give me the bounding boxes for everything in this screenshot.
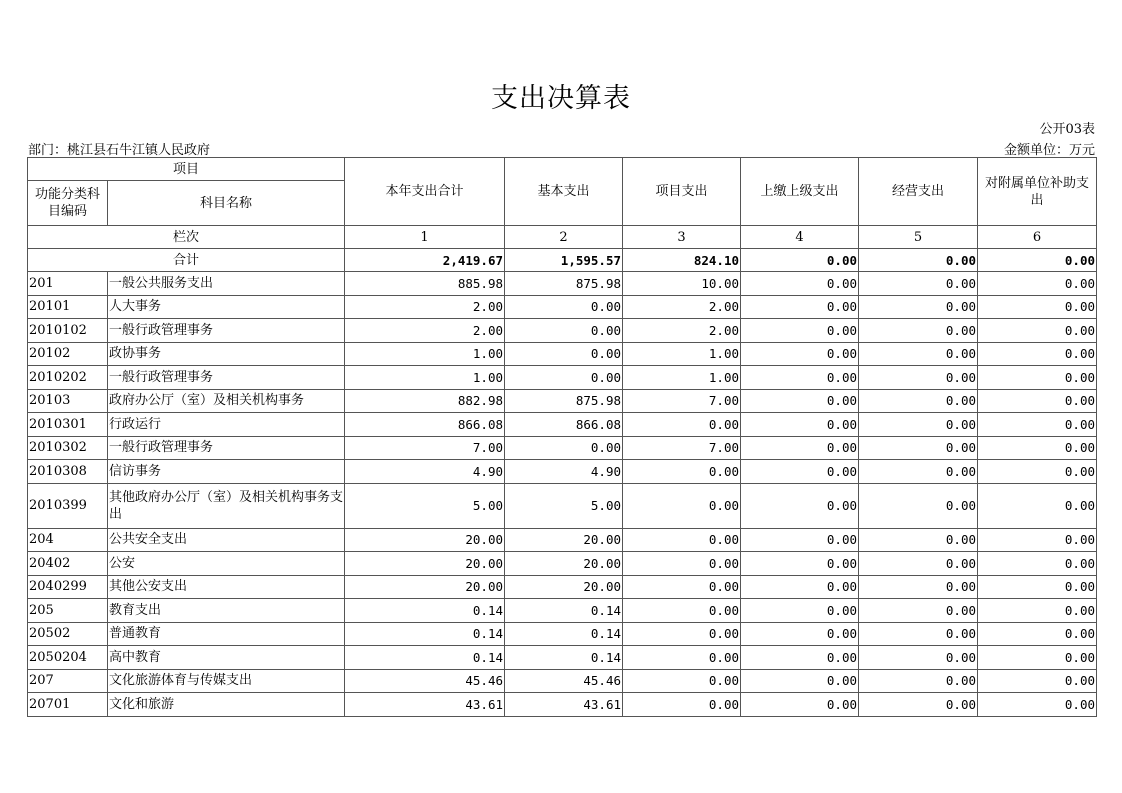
amount-cell: 20.00 (345, 575, 505, 599)
subject-code: 2010302 (28, 436, 108, 460)
amount-cell: 0.00 (978, 319, 1097, 343)
amount-cell: 0.00 (623, 483, 741, 528)
amount-cell: 5.00 (345, 483, 505, 528)
amount-cell: 0.00 (859, 413, 978, 437)
subject-code: 2010301 (28, 413, 108, 437)
subject-name: 其他政府办公厅（室）及相关机构事务支出 (108, 483, 345, 528)
amount-cell: 7.00 (623, 436, 741, 460)
subject-name: 信访事务 (108, 460, 345, 484)
department-label: 部门：桃江县石牛江镇人民政府 (28, 143, 211, 158)
amount-cell: 0.00 (741, 319, 859, 343)
amount-cell: 0.00 (741, 295, 859, 319)
amount-cell: 0.00 (978, 460, 1097, 484)
amount-cell: 0.00 (859, 483, 978, 528)
amount-cell: 0.00 (859, 669, 978, 693)
header-project: 项目 (28, 158, 345, 181)
amount-cell: 2.00 (623, 295, 741, 319)
column-index: 3 (623, 226, 741, 249)
table-row (28, 622, 1097, 646)
table-row (28, 366, 1097, 390)
amount-cell: 0.00 (859, 436, 978, 460)
total-row (28, 249, 1097, 272)
subject-name: 高中教育 (108, 646, 345, 670)
table-row (28, 528, 1097, 552)
amount-cell: 0.00 (978, 646, 1097, 670)
column-index: 6 (978, 226, 1097, 249)
subject-code: 204 (28, 528, 108, 552)
amount-cell: 866.08 (505, 413, 623, 437)
amount-cell: 0.00 (623, 693, 741, 717)
amount-cell: 0.00 (859, 319, 978, 343)
amount-cell: 0.00 (741, 413, 859, 437)
amount-cell: 0.00 (859, 460, 978, 484)
subject-code: 2010399 (28, 483, 108, 528)
subject-code: 207 (28, 669, 108, 693)
subject-name: 一般行政管理事务 (108, 366, 345, 390)
subject-code: 2050204 (28, 646, 108, 670)
amount-cell: 875.98 (505, 272, 623, 296)
table-row (28, 669, 1097, 693)
amount-cell: 0.00 (859, 693, 978, 717)
column-index-label: 栏次 (28, 226, 345, 249)
amount-cell: 0.00 (741, 460, 859, 484)
table-body (28, 272, 1097, 717)
column-index: 1 (345, 226, 505, 249)
column-index: 5 (859, 226, 978, 249)
subject-code: 20102 (28, 342, 108, 366)
subject-code: 205 (28, 599, 108, 623)
table-row (28, 483, 1097, 528)
amount-cell: 0.00 (859, 272, 978, 296)
table-row (28, 599, 1097, 623)
subject-name: 公共安全支出 (108, 528, 345, 552)
table-row (28, 460, 1097, 484)
amount-cell: 0.14 (345, 622, 505, 646)
subject-code: 2010102 (28, 319, 108, 343)
amount-cell: 0.00 (505, 366, 623, 390)
header-subsidy-affiliates: 对附属单位补助支出 (978, 158, 1097, 226)
amount-cell: 0.00 (623, 460, 741, 484)
amount-cell: 0.00 (505, 319, 623, 343)
subject-code: 2040299 (28, 575, 108, 599)
amount-cell: 0.14 (505, 599, 623, 623)
amount-cell: 0.00 (741, 646, 859, 670)
amount-cell: 0.00 (741, 342, 859, 366)
amount-cell: 0.00 (741, 669, 859, 693)
amount-cell: 0.00 (741, 272, 859, 296)
report-title: 支出决算表 (491, 83, 631, 114)
header-total-expenditure: 本年支出合计 (345, 158, 505, 226)
amount-cell: 1.00 (345, 342, 505, 366)
amount-unit-label: 金额单位：万元 (1003, 143, 1095, 158)
subject-name: 其他公安支出 (108, 575, 345, 599)
table-header (28, 158, 1097, 272)
subject-code: 201 (28, 272, 108, 296)
amount-cell: 7.00 (623, 389, 741, 413)
amount-cell: 885.98 (345, 272, 505, 296)
amount-cell: 7.00 (345, 436, 505, 460)
amount-cell: 0.00 (859, 295, 978, 319)
amount-cell: 20.00 (345, 528, 505, 552)
table-row (28, 342, 1097, 366)
amount-cell: 0.00 (978, 599, 1097, 623)
amount-cell: 0.00 (978, 272, 1097, 296)
header-project-expenditure: 项目支出 (623, 158, 741, 226)
total-value: 824.10 (623, 249, 741, 272)
amount-cell: 0.00 (741, 483, 859, 528)
subject-code: 2010202 (28, 366, 108, 390)
subject-name: 文化和旅游 (108, 693, 345, 717)
amount-cell: 0.00 (859, 528, 978, 552)
table-number: 公开03表 (1039, 122, 1095, 137)
amount-cell: 0.14 (505, 622, 623, 646)
subject-name: 教育支出 (108, 599, 345, 623)
amount-cell: 4.90 (505, 460, 623, 484)
amount-cell: 875.98 (505, 389, 623, 413)
amount-cell: 0.00 (859, 599, 978, 623)
amount-cell: 5.00 (505, 483, 623, 528)
subject-code: 2010308 (28, 460, 108, 484)
amount-cell: 0.14 (345, 599, 505, 623)
amount-cell: 0.00 (978, 622, 1097, 646)
table-row (28, 295, 1097, 319)
header-basic-expenditure: 基本支出 (505, 158, 623, 226)
total-value: 1,595.57 (505, 249, 623, 272)
amount-cell: 0.00 (505, 295, 623, 319)
amount-cell: 0.00 (978, 436, 1097, 460)
subject-name: 普通教育 (108, 622, 345, 646)
amount-cell: 2.00 (345, 319, 505, 343)
subject-name: 文化旅游体育与传媒支出 (108, 669, 345, 693)
total-value: 0.00 (859, 249, 978, 272)
table-row (28, 389, 1097, 413)
amount-cell: 0.00 (859, 646, 978, 670)
amount-cell: 1.00 (345, 366, 505, 390)
subject-code: 20103 (28, 389, 108, 413)
subject-name: 人大事务 (108, 295, 345, 319)
subject-name: 一般行政管理事务 (108, 436, 345, 460)
column-index-row (28, 226, 1097, 249)
header-subject-name: 科目名称 (108, 181, 345, 226)
table-row (28, 413, 1097, 437)
amount-cell: 0.14 (345, 646, 505, 670)
amount-cell: 2.00 (623, 319, 741, 343)
amount-cell: 0.00 (741, 599, 859, 623)
amount-cell: 10.00 (623, 272, 741, 296)
table-row (28, 436, 1097, 460)
table-row (28, 319, 1097, 343)
amount-cell: 0.00 (505, 436, 623, 460)
amount-cell: 0.00 (859, 389, 978, 413)
amount-cell: 0.00 (859, 366, 978, 390)
amount-cell: 1.00 (623, 366, 741, 390)
subject-code: 20502 (28, 622, 108, 646)
amount-cell: 0.00 (978, 552, 1097, 576)
amount-cell: 45.46 (345, 669, 505, 693)
amount-cell: 4.90 (345, 460, 505, 484)
amount-cell: 0.00 (623, 552, 741, 576)
amount-cell: 0.00 (741, 552, 859, 576)
amount-cell: 0.00 (978, 295, 1097, 319)
amount-cell: 0.00 (623, 599, 741, 623)
amount-cell: 45.46 (505, 669, 623, 693)
expenditure-table (27, 157, 1097, 717)
amount-cell: 1.00 (623, 342, 741, 366)
total-value: 0.00 (978, 249, 1097, 272)
amount-cell: 20.00 (505, 552, 623, 576)
table-row (28, 552, 1097, 576)
table-row (28, 575, 1097, 599)
amount-cell: 0.00 (741, 575, 859, 599)
table-row (28, 646, 1097, 670)
amount-cell: 0.00 (978, 575, 1097, 599)
amount-cell: 43.61 (505, 693, 623, 717)
amount-cell: 43.61 (345, 693, 505, 717)
amount-cell: 20.00 (345, 552, 505, 576)
subject-name: 行政运行 (108, 413, 345, 437)
subject-name: 政府办公厅（室）及相关机构事务 (108, 389, 345, 413)
amount-cell: 2.00 (345, 295, 505, 319)
subject-code: 20402 (28, 552, 108, 576)
amount-cell: 0.00 (978, 693, 1097, 717)
table-row (28, 693, 1097, 717)
amount-cell: 0.00 (505, 342, 623, 366)
amount-cell: 0.00 (623, 413, 741, 437)
column-index: 4 (741, 226, 859, 249)
header-operating-expenditure: 经营支出 (859, 158, 978, 226)
amount-cell: 0.00 (741, 436, 859, 460)
amount-cell: 866.08 (345, 413, 505, 437)
subject-name: 政协事务 (108, 342, 345, 366)
amount-cell: 0.00 (859, 342, 978, 366)
amount-cell: 0.00 (741, 389, 859, 413)
amount-cell: 0.00 (978, 342, 1097, 366)
amount-cell: 20.00 (505, 575, 623, 599)
table-row (28, 272, 1097, 296)
amount-cell: 882.98 (345, 389, 505, 413)
header-remit-superior: 上缴上级支出 (741, 158, 859, 226)
amount-cell: 20.00 (505, 528, 623, 552)
amount-cell: 0.00 (978, 483, 1097, 528)
amount-cell: 0.00 (978, 389, 1097, 413)
total-label: 合计 (28, 249, 345, 272)
total-value: 0.00 (741, 249, 859, 272)
amount-cell: 0.00 (978, 528, 1097, 552)
subject-code: 20101 (28, 295, 108, 319)
amount-cell: 0.00 (978, 366, 1097, 390)
amount-cell: 0.00 (859, 622, 978, 646)
subject-name: 公安 (108, 552, 345, 576)
amount-cell: 0.00 (623, 646, 741, 670)
total-value: 2,419.67 (345, 249, 505, 272)
subject-code: 20701 (28, 693, 108, 717)
column-index: 2 (505, 226, 623, 249)
amount-cell: 0.00 (859, 575, 978, 599)
subject-name: 一般行政管理事务 (108, 319, 345, 343)
subject-name: 一般公共服务支出 (108, 272, 345, 296)
amount-cell: 0.00 (978, 413, 1097, 437)
amount-cell: 0.00 (623, 528, 741, 552)
amount-cell: 0.00 (978, 669, 1097, 693)
header-function-code: 功能分类科目编码 (28, 181, 108, 226)
amount-cell: 0.00 (741, 693, 859, 717)
amount-cell: 0.00 (741, 528, 859, 552)
amount-cell: 0.00 (623, 622, 741, 646)
amount-cell: 0.14 (505, 646, 623, 670)
amount-cell: 0.00 (741, 366, 859, 390)
amount-cell: 0.00 (859, 552, 978, 576)
amount-cell: 0.00 (623, 575, 741, 599)
amount-cell: 0.00 (741, 622, 859, 646)
amount-cell: 0.00 (623, 669, 741, 693)
